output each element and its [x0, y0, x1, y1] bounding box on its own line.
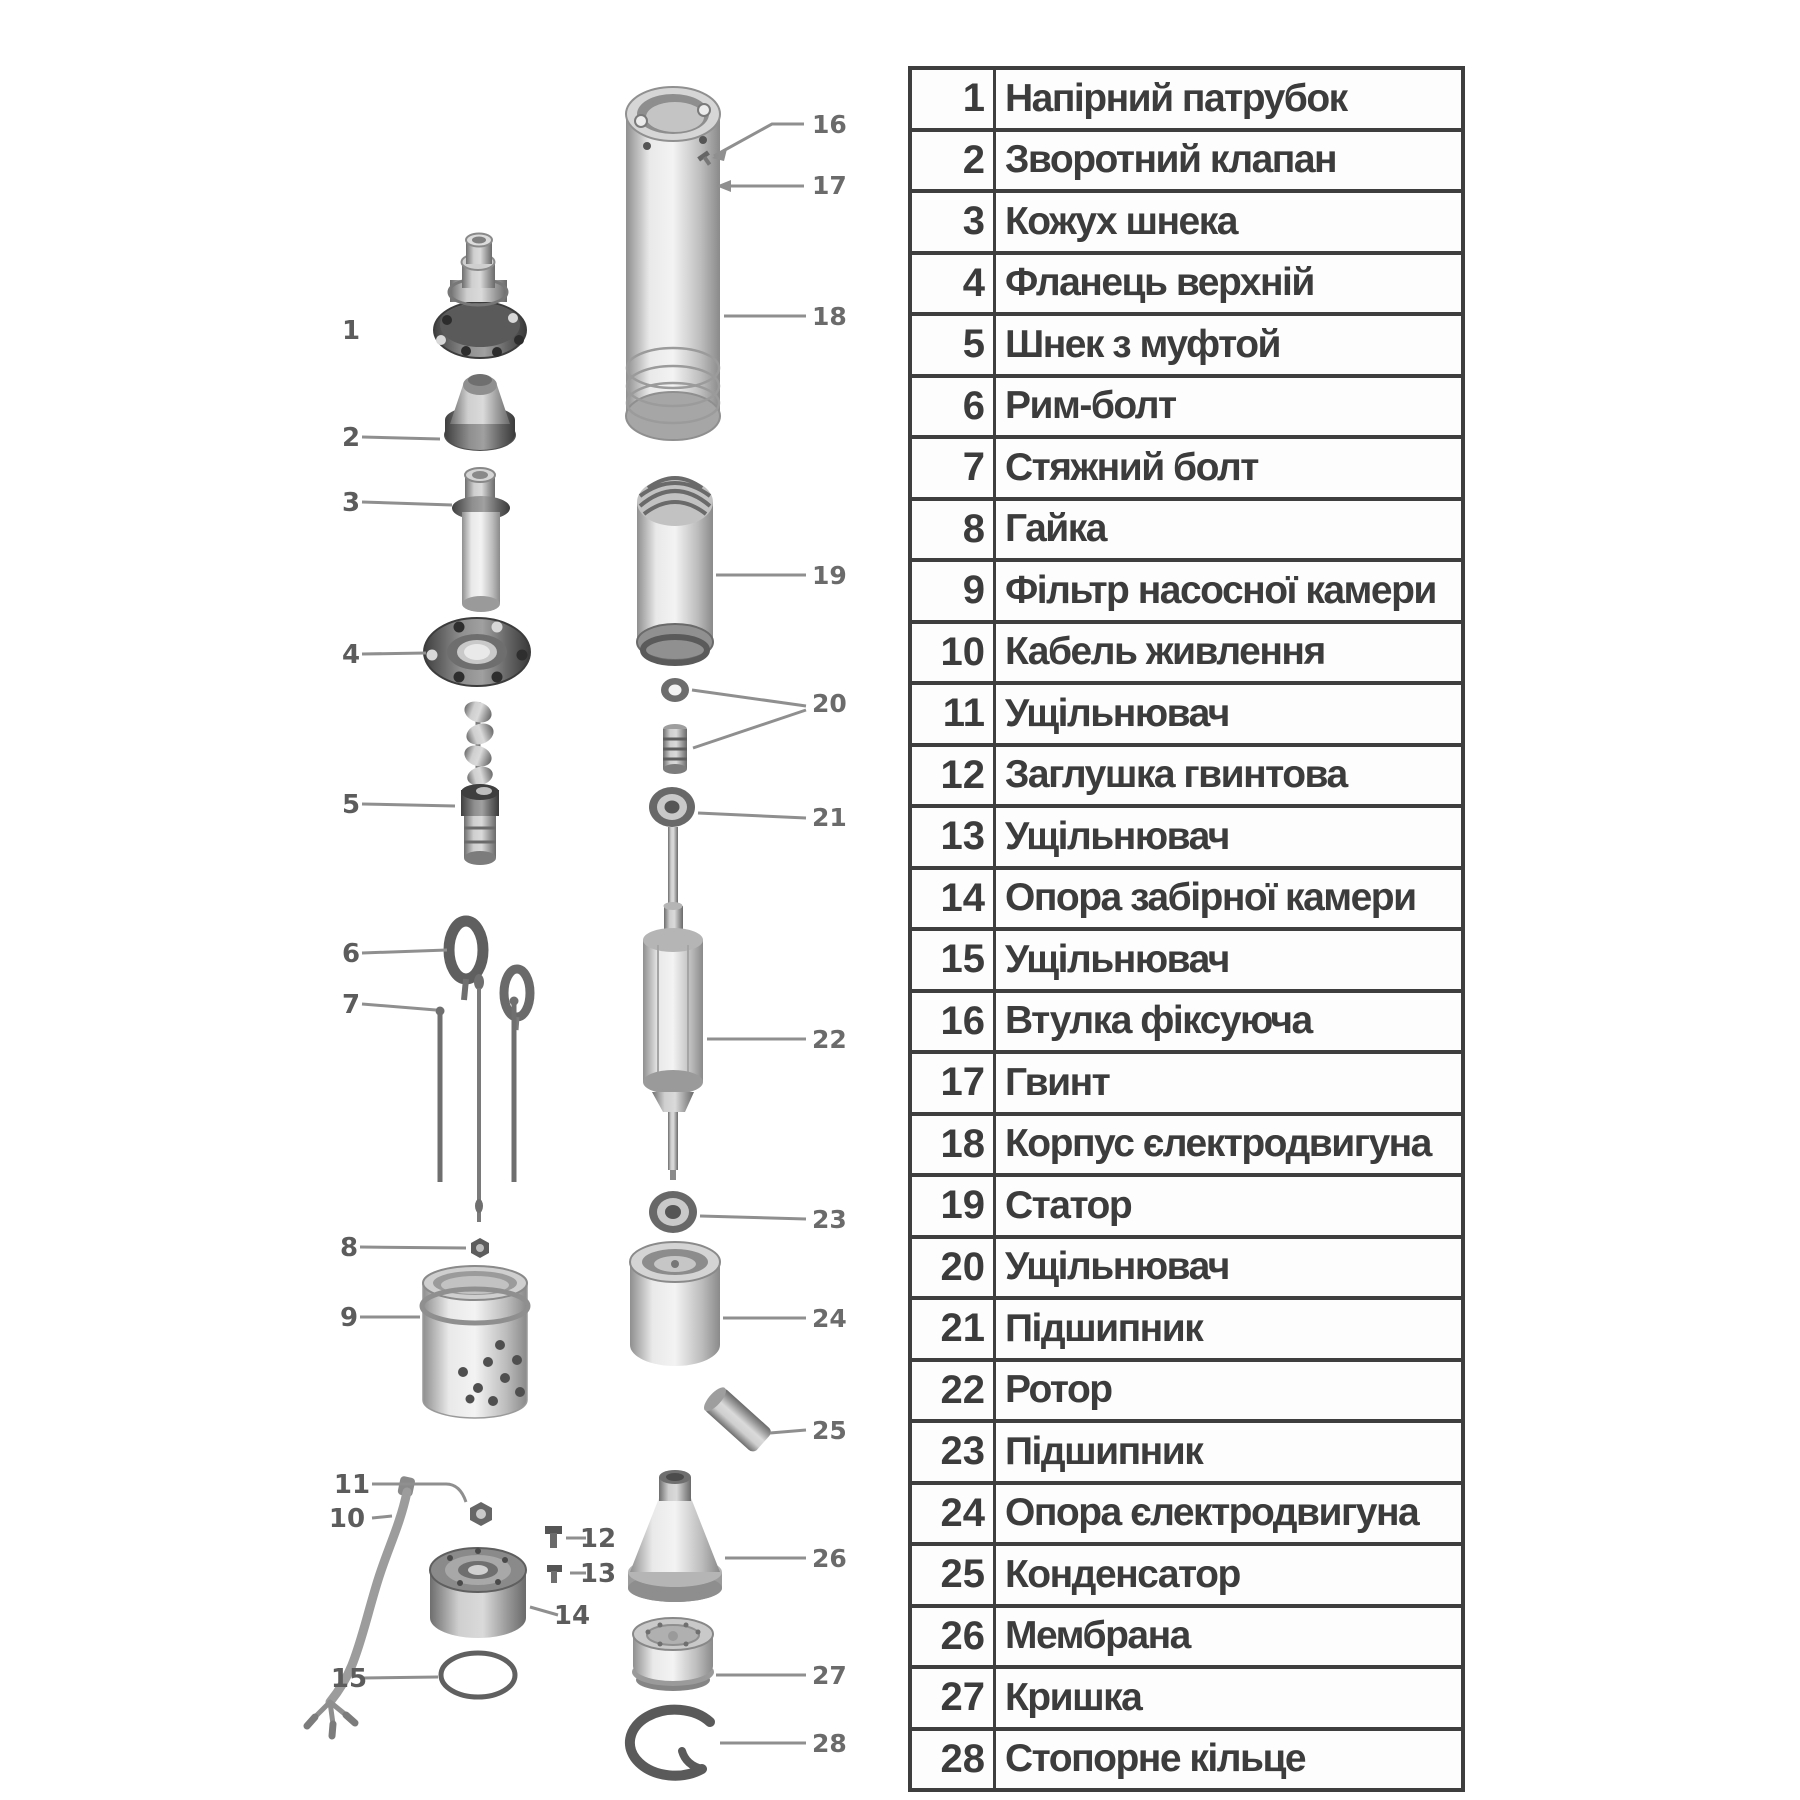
part-name: Стопорне кільце — [1005, 1737, 1306, 1781]
table-row — [912, 1665, 1461, 1727]
table-row — [912, 743, 1461, 805]
part-name: Кабель живлення — [1005, 630, 1325, 674]
part-name: Фільтр насосної камери — [1005, 568, 1436, 612]
part-number: 10 — [912, 624, 996, 682]
part-24-motor-support — [630, 1242, 720, 1366]
table-row — [912, 1173, 1461, 1235]
table-row — [912, 1358, 1461, 1420]
part-number: 19 — [912, 1177, 996, 1235]
part-number: 21 — [912, 1300, 996, 1358]
table-row — [912, 251, 1461, 313]
part-number: 13 — [912, 808, 996, 866]
part-23-bearing-lower — [649, 1191, 697, 1233]
table-row — [912, 189, 1461, 251]
part-name: Заглушка гвинтова — [1005, 753, 1347, 797]
table-row — [912, 1542, 1461, 1604]
part-number: 1 — [912, 70, 996, 128]
parts-table — [908, 66, 1465, 1792]
callout-13: 13 — [579, 1559, 617, 1589]
part-number: 14 — [912, 870, 996, 928]
part-name: Корпус єлектродвигуна — [1005, 1122, 1431, 1166]
part-number: 27 — [912, 1669, 996, 1727]
part-name: Ущільнювач — [1005, 814, 1229, 858]
part-number: 18 — [912, 1116, 996, 1174]
table-row — [912, 128, 1461, 190]
part-number: 25 — [912, 1546, 996, 1604]
callout-6: 6 — [341, 939, 361, 969]
part-number: 12 — [912, 747, 996, 805]
part-number: 11 — [912, 685, 996, 743]
part-8-nut — [471, 1238, 489, 1258]
part-2-check-valve — [444, 374, 516, 451]
table-row — [912, 1481, 1461, 1543]
part-number: 28 — [912, 1731, 996, 1789]
part-number: 9 — [912, 562, 996, 620]
part-19-stator — [637, 478, 713, 663]
part-number: 4 — [912, 255, 996, 313]
table-row — [912, 681, 1461, 743]
part-11-seal-nut — [470, 1502, 492, 1526]
part-14-intake-chamber-support — [430, 1548, 526, 1638]
table-row — [912, 1604, 1461, 1666]
callout-10: 10 — [328, 1504, 366, 1534]
part-12-screw-plug — [545, 1526, 562, 1548]
part-number: 26 — [912, 1608, 996, 1666]
part-6-eye-bolt — [449, 921, 530, 1030]
part-21-bearing-upper — [649, 787, 695, 827]
part-28-retaining-ring — [630, 1710, 710, 1776]
part-name: Фланець верхній — [1005, 261, 1314, 305]
table-row — [912, 1050, 1461, 1112]
callout-26: 26 — [812, 1544, 847, 1573]
table-row — [912, 866, 1461, 928]
callout-9: 9 — [339, 1303, 359, 1333]
callout-28: 28 — [812, 1729, 847, 1758]
part-name: Кожух шнека — [1005, 199, 1237, 243]
callout-24: 24 — [812, 1304, 847, 1333]
part-name: Втулка фіксуюча — [1005, 999, 1312, 1043]
callout-11: 11 — [333, 1470, 371, 1500]
callout-23: 23 — [812, 1205, 847, 1234]
callout-3: 3 — [341, 488, 361, 518]
part-3-auger-casing — [452, 468, 510, 612]
callout-4: 4 — [341, 640, 361, 670]
part-22-rotor — [643, 827, 703, 1180]
part-1-discharge-pipe — [434, 234, 526, 359]
callout-18: 18 — [812, 302, 847, 331]
callout-20: 20 — [812, 689, 847, 718]
part-name: Кришка — [1005, 1675, 1142, 1719]
table-row — [912, 927, 1461, 989]
part-4-upper-flange — [424, 618, 530, 686]
callout-19: 19 — [812, 561, 847, 590]
part-name: Конденсатор — [1005, 1552, 1240, 1596]
part-name: Зворотний клапан — [1005, 138, 1337, 182]
part-26-membrane — [628, 1470, 722, 1602]
part-9-pump-chamber-filter — [422, 1266, 528, 1418]
part-number: 8 — [912, 501, 996, 559]
callout-14: 14 — [553, 1601, 591, 1631]
table-row — [912, 497, 1461, 559]
part-number: 3 — [912, 193, 996, 251]
callout-25: 25 — [812, 1416, 847, 1445]
part-5-auger-with-coupling — [461, 698, 499, 865]
part-13-seal-screw — [547, 1565, 562, 1583]
part-name: Шнек з муфтой — [1005, 322, 1281, 366]
table-row — [912, 1296, 1461, 1358]
part-name: Опора забірної камери — [1005, 876, 1416, 920]
table-row — [912, 374, 1461, 436]
callout-27: 27 — [812, 1661, 847, 1690]
part-name: Мембрана — [1005, 1614, 1190, 1658]
table-row — [912, 435, 1461, 497]
table-row — [912, 620, 1461, 682]
part-name: Гайка — [1005, 507, 1106, 551]
part-name: Ущільнювач — [1005, 691, 1229, 735]
part-number: 7 — [912, 439, 996, 497]
part-number: 2 — [912, 132, 996, 190]
table-row — [912, 312, 1461, 374]
part-name: Підшипник — [1005, 1429, 1203, 1473]
part-number: 23 — [912, 1423, 996, 1481]
part-name: Ущільнювач — [1005, 1245, 1229, 1289]
table-row — [912, 1235, 1461, 1297]
callout-16: 16 — [812, 110, 847, 139]
callout-5: 5 — [341, 790, 361, 820]
callout-12: 12 — [579, 1524, 617, 1554]
part-25-capacitor — [700, 1384, 773, 1454]
part-number: 15 — [912, 931, 996, 989]
part-name: Ущільнювач — [1005, 937, 1229, 981]
part-number: 16 — [912, 993, 996, 1051]
part-name: Рим-болт — [1005, 384, 1176, 428]
callout-15: 15 — [330, 1664, 368, 1694]
table-row — [912, 70, 1461, 128]
table-row — [912, 1727, 1461, 1789]
part-name: Гвинт — [1005, 1060, 1110, 1104]
part-name: Підшипник — [1005, 1306, 1203, 1350]
part-number: 22 — [912, 1362, 996, 1420]
part-number: 24 — [912, 1485, 996, 1543]
callout-22: 22 — [812, 1025, 847, 1054]
part-18-motor-housing — [626, 87, 720, 440]
part-20-seals — [661, 678, 689, 774]
callout-2: 2 — [341, 423, 361, 453]
table-row — [912, 804, 1461, 866]
table-row — [912, 1112, 1461, 1174]
callout-7: 7 — [341, 990, 361, 1020]
callout-21: 21 — [812, 803, 847, 832]
part-name: Статор — [1005, 1183, 1132, 1227]
callout-lines — [360, 124, 806, 1743]
part-name: Ротор — [1005, 1368, 1112, 1412]
callout-1: 1 — [341, 316, 361, 346]
table-row — [912, 989, 1461, 1051]
part-15-o-ring — [441, 1653, 515, 1697]
part-number: 20 — [912, 1239, 996, 1297]
part-name: Стяжний болт — [1005, 445, 1258, 489]
part-name: Опора єлектродвигуна — [1005, 1491, 1419, 1535]
callout-17: 17 — [812, 171, 847, 200]
part-number: 6 — [912, 378, 996, 436]
part-name: Напірний патрубок — [1005, 76, 1347, 120]
part-number: 17 — [912, 1054, 996, 1112]
part-27-cover-cap — [632, 1618, 714, 1691]
table-row — [912, 1419, 1461, 1481]
callout-8: 8 — [339, 1233, 359, 1263]
part-number: 5 — [912, 316, 996, 374]
table-row — [912, 558, 1461, 620]
